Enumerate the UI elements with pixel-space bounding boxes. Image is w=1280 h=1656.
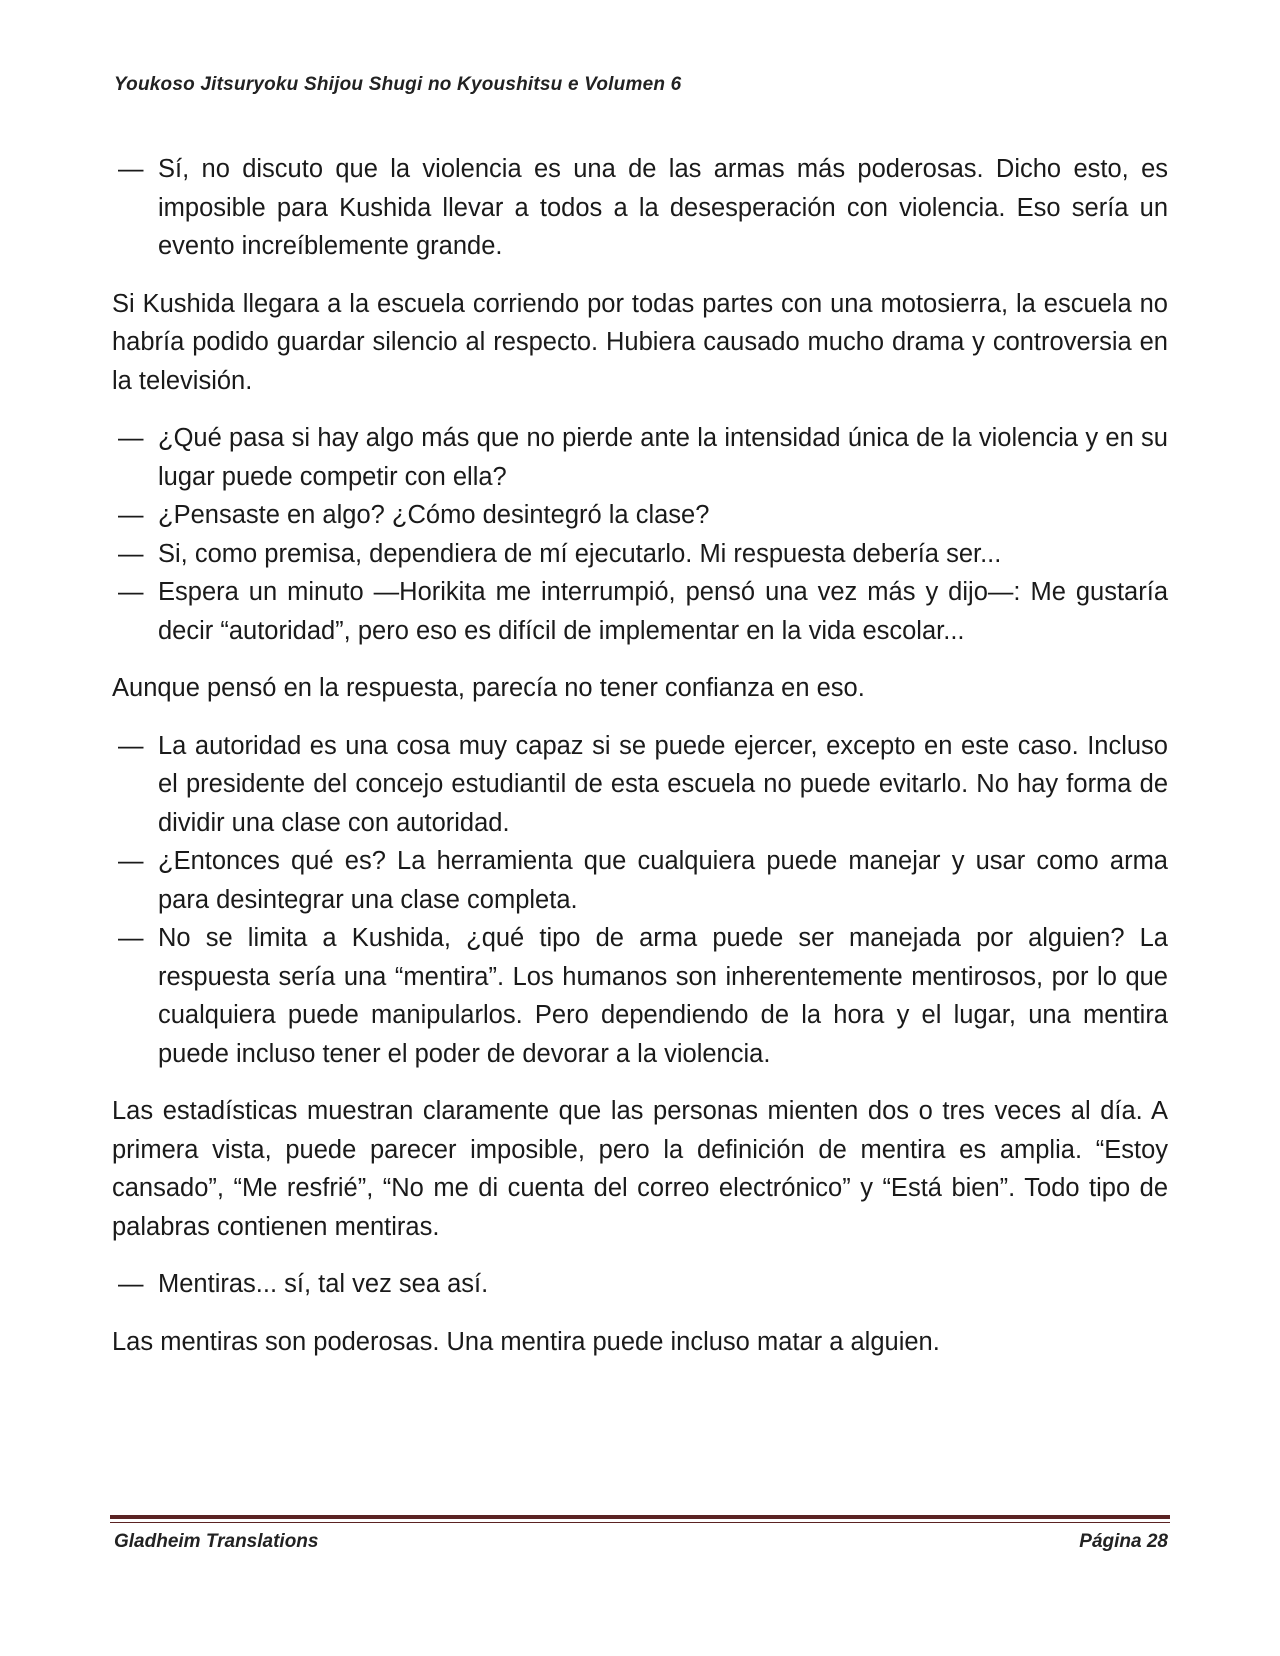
dialogue-text: Mentiras... sí, tal vez sea así. bbox=[158, 1270, 489, 1298]
em-dash: — bbox=[118, 1270, 144, 1298]
dialogue-group-1 bbox=[112, 150, 1168, 266]
em-dash: — bbox=[118, 155, 144, 183]
page-body bbox=[112, 150, 1168, 1380]
dialogue-text: La autoridad es una cosa muy capaz si se puede ejercer, excepto en este caso. Incluso el presidente del concejo estudiantil de esta escuela no puede evitarlo. No hay forma de dividir una clase con autoridad. bbox=[158, 731, 1168, 837]
em-dash: — bbox=[118, 424, 144, 452]
dialogue-line bbox=[112, 919, 1168, 1073]
em-dash: — bbox=[118, 501, 144, 529]
dialogue-text: ¿Entonces qué es? La herramienta que cualquiera puede manejar y usar como arma para desintegrar una clase completa. bbox=[158, 847, 1168, 914]
dialogue-line bbox=[112, 842, 1168, 919]
em-dash: — bbox=[118, 731, 144, 760]
running-header: Youkoso Jitsuryoku Shijou Shugi no Kyoushitsu e Volumen 6 bbox=[114, 74, 682, 95]
em-dash: — bbox=[118, 578, 144, 606]
dialogue-line bbox=[112, 496, 1168, 535]
footer-rule bbox=[110, 1515, 1170, 1519]
em-dash: — bbox=[118, 847, 144, 875]
em-dash: — bbox=[118, 924, 144, 952]
dialogue-text: No se limita a Kushida, ¿qué tipo de arma puede ser manejada por alguien? La respuesta sería una “mentira”. Los humanos son inherentemente mentirosos, por lo que cualquiera puede manipularlos. Pero dependiendo de la hora y el lugar, una mentira puede incluso tener el poder de devorar a la violencia. bbox=[158, 924, 1168, 1068]
narration-paragraph: Aunque pensó en la respuesta, parecía no tener confianza en eso. bbox=[112, 674, 865, 702]
narration-paragraph: Las estadísticas muestran claramente que las personas mienten dos o tres veces al día. A primera vista, puede parecer imposible, pero la definición de mentira es amplia. “Estoy cansado”, “Me resfrié”, “No me di cuenta del correo electrónico” y “Está bien”. Todo tipo de palabras contienen mentiras. bbox=[112, 1097, 1168, 1241]
dialogue-group-2 bbox=[112, 419, 1168, 650]
dialogue-text: Espera un minuto —Horikita me interrumpió, pensó una vez más y dijo—: Me gustaría decir “autoridad”, pero eso es difícil de implementar en la vida escolar... bbox=[158, 578, 1168, 645]
dialogue-line bbox=[112, 419, 1168, 496]
dialogue-group-3 bbox=[112, 727, 1168, 1074]
dialogue-text: Sí, no discuto que la violencia es una de las armas más poderosas. Dicho esto, es imposible para Kushida llevar a todos a la desesperación con violencia. Eso sería un evento increíblemente grande. bbox=[158, 155, 1168, 260]
dialogue-text: Si, como premisa, dependiera de mí ejecutarlo. Mi respuesta debería ser... bbox=[158, 539, 1002, 568]
dialogue-line bbox=[112, 1265, 1168, 1304]
dialogue-line bbox=[112, 727, 1168, 843]
dialogue-text: ¿Pensaste en algo? ¿Cómo desintegró la clase? bbox=[158, 501, 710, 529]
dialogue-line bbox=[112, 573, 1168, 650]
narration-paragraph: Si Kushida llegara a la escuela corriendo por todas partes con una motosierra, la escuela no habría podido guardar silencio al respecto. Hubiera causado mucho drama y controversia en la televisión. bbox=[112, 289, 1168, 395]
page-number: Página 28 bbox=[1079, 1531, 1168, 1552]
footer-rule-thin bbox=[110, 1522, 1170, 1523]
narration-paragraph: Las mentiras son poderosas. Una mentira puede incluso matar a alguien. bbox=[112, 1327, 940, 1356]
dialogue-text: ¿Qué pasa si hay algo más que no pierde ante la intensidad única de la violencia y en su lugar puede competir con ella? bbox=[158, 424, 1168, 491]
footer-credit: Gladheim Translations bbox=[114, 1531, 319, 1552]
dialogue-line bbox=[112, 535, 1168, 574]
em-dash: — bbox=[118, 539, 144, 568]
dialogue-group-4 bbox=[112, 1265, 1168, 1304]
dialogue-line bbox=[112, 150, 1168, 266]
